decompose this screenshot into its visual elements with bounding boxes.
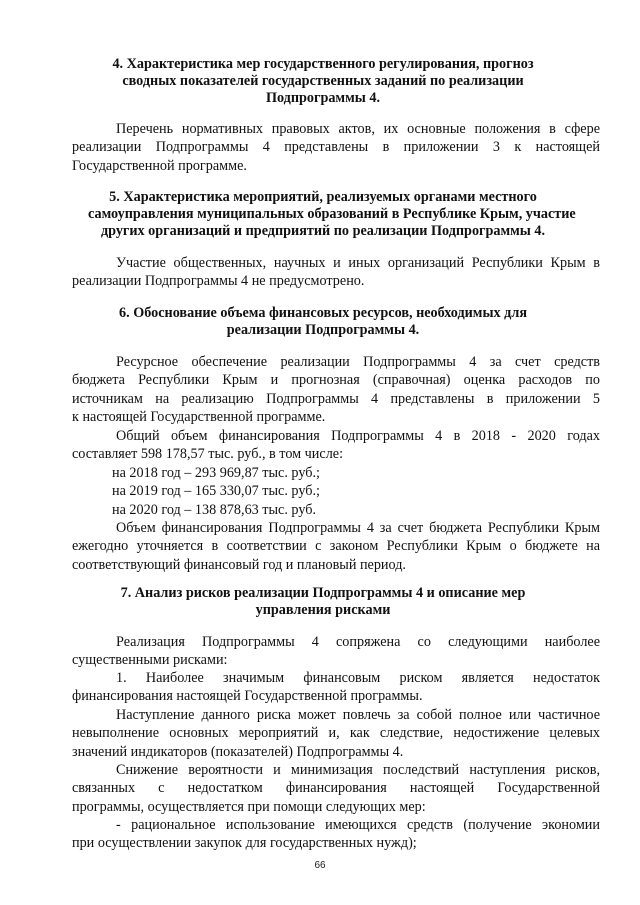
section-4-heading: 4. Характеристика мер государственного регулирования, прогноз сводных показателей государственных заданий по реализации Подпрограммы 4. [112, 56, 534, 106]
section-4-paragraph: Перечень нормативных правовых актов, их основные положения в сфере реализации Подпрограммы 4 представлены в приложении 3 к настоящей Государственной программе. [72, 121, 600, 174]
page-number: 66 [314, 860, 326, 871]
amount-2019: на 2019 год – 165 330,07 тыс. руб.; [112, 483, 320, 500]
section-7-paragraph-risk-1: 1. Наиболее значимым финансовым риском является недостаток финансирования настоящей Государственной программы. [72, 670, 600, 705]
section-5-heading: 5. Характеристика мероприятий, реализуемых органами местного самоуправления муниципальных образований в Республике Крым, участие других организаций и предприятий по реализации Подпрограммы 4. [88, 189, 576, 239]
section-7-heading: 7. Анализ рисков реализации Подпрограммы 4 и описание мер управления рисками [120, 585, 526, 618]
section-7-paragraph-measure: - рациональное использование имеющихся средств (получение экономии при осуществлении закупок для государственных нужд); [72, 817, 600, 852]
section-7-paragraph-intro: Реализация Подпрограммы 4 сопряжена со следующими наиболее существенными рисками: [72, 634, 600, 669]
section-7-paragraph-mitigation: Снижение вероятности и минимизация последствий наступления рисков, связанных с недостатком финансирования настоящей Государственной программы, осуществляется при помощи следующих мер: [72, 762, 600, 815]
section-5-paragraph: Участие общественных, научных и иных организаций Республики Крым в реализации Подпрограммы 4 не предусмотрено. [72, 255, 600, 290]
section-6-paragraph-resources: Ресурсное обеспечение реализации Подпрограммы 4 за счет средств бюджета Республики Крым и прогнозная (справочная) оценка расходов по источникам на реализацию Подпрограммы 4 представлены в приложении 5 к настоящей Государственной программе. [72, 354, 600, 426]
amount-2018: на 2018 год – 293 969,87 тыс. руб.; [112, 465, 320, 481]
section-6-paragraph-budget: Объем финансирования Подпрограммы 4 за счет бюджета Республики Крым ежегодно уточняется в соответствии с законом Республики Крым о бюджете на соответствующий финансовый год и плановый период. [72, 520, 600, 573]
section-6-paragraph-total: Общий объем финансирования Подпрограммы 4 в 2018 - 2020 годах составляет 598 178,57 тыс. руб., в том числе: [72, 428, 600, 463]
section-6-heading: 6. Обоснование объема финансовых ресурсов, необходимых для реализации Подпрограммы 4. [119, 305, 527, 338]
section-7-paragraph-consequences: Наступление данного риска может повлечь за собой полное или частичное невыполнение основных мероприятий и, как следствие, недостижение целевых значений индикаторов (показателей) Подпрограммы 4. [72, 707, 600, 760]
amount-2020: на 2020 год – 138 878,63 тыс. руб. [112, 501, 317, 518]
section-6-yearly-amounts [72, 464, 600, 519]
